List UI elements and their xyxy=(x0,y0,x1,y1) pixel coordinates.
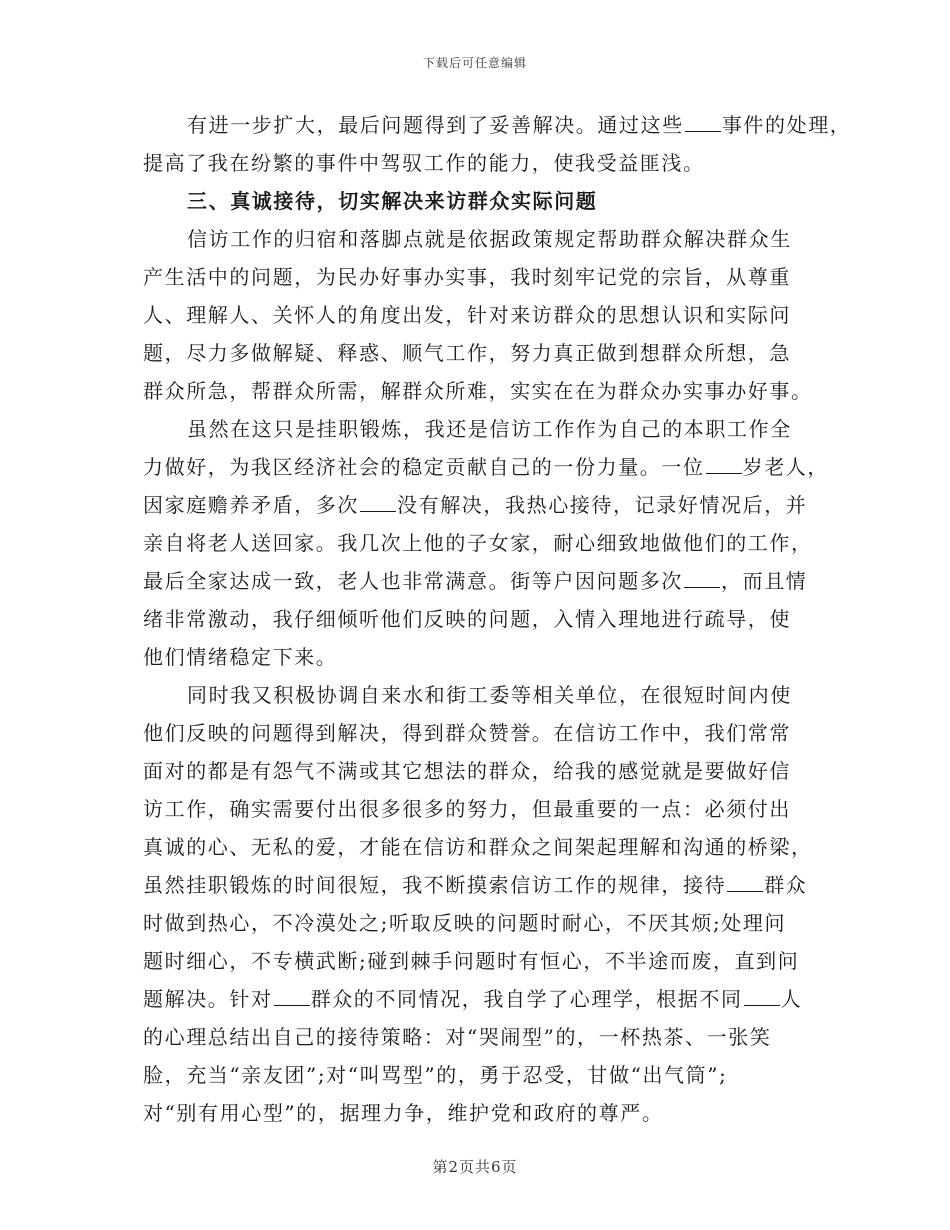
fill-in-blank xyxy=(706,455,742,474)
text-line xyxy=(143,828,813,866)
text-segment: 没有解决，我热心接待，记录好情况后，并 xyxy=(397,493,808,517)
text-line xyxy=(143,1056,808,1094)
text-segment: 三、真诚接待，切实解决来访群众实际问题 xyxy=(187,189,598,213)
text-segment: 他们情绪稳定下来。 xyxy=(143,645,338,669)
text-line xyxy=(143,258,808,296)
fill-in-blank xyxy=(744,987,780,1006)
fill-in-blank xyxy=(360,493,396,512)
text-line xyxy=(143,980,808,1018)
text-segment: 信访工作的归宿和落脚点就是依据政策规定帮助群众解决群众生 xyxy=(187,227,792,251)
text-line xyxy=(143,600,808,638)
text-segment: 提高了我在纷繁的事件中驾驭工作的能力，使我受益匪浅。 xyxy=(143,151,705,175)
text-segment: 的心理总结出自己的接待策略：对“哭闹型”的，一杯热茶、一张笑 xyxy=(143,1025,772,1049)
paragraph xyxy=(143,220,813,410)
text-segment: 人 xyxy=(780,987,803,1011)
text-line xyxy=(143,296,808,334)
text-line xyxy=(143,942,808,980)
text-segment: 访工作，确实需要付出很多很多的努力，但最重要的一点：必须付出 xyxy=(143,797,791,821)
text-line xyxy=(143,144,808,182)
text-segment: 题，尽力多做解疑、释惑、顺气工作，努力真正做到想群众所想，急 xyxy=(143,341,791,365)
text-segment: 力做好，为我区经济社会的稳定贡献自己的一份力量。一位 xyxy=(143,455,705,479)
text-segment: 面对的都是有怨气不满或其它想法的群众，给我的感觉就是要做好信 xyxy=(143,759,791,783)
fill-in-blank xyxy=(274,987,310,1006)
text-segment: 他们反映的问题得到解决，得到群众赞誉。在信访工作中，我们常常 xyxy=(143,721,791,745)
text-line xyxy=(143,1018,808,1056)
paragraph xyxy=(143,410,830,676)
text-line xyxy=(143,486,808,524)
section-heading xyxy=(143,182,808,220)
text-segment: 人、理解人、关怀人的角度出发，针对来访群众的思想认识和实际问 xyxy=(143,303,791,327)
page-footer: 第2页共6页 xyxy=(432,1158,518,1176)
text-segment: 群众的不同情况，我自学了心理学，根据不同 xyxy=(310,987,743,1011)
text-line xyxy=(143,334,808,372)
text-segment: 真诚的心、无私的爱，才能在信访和群众之间架起理解和沟通的桥梁， xyxy=(143,835,813,859)
text-line xyxy=(143,866,808,904)
text-line xyxy=(143,106,852,144)
fill-in-blank xyxy=(685,113,721,132)
text-segment: 群众 xyxy=(764,873,808,897)
text-segment: 岁老人， xyxy=(742,455,830,479)
text-line xyxy=(143,182,808,220)
page-header: 下载后可任意编辑 xyxy=(422,56,527,70)
text-line xyxy=(143,562,808,600)
text-segment: ，而且情 xyxy=(721,569,808,593)
text-segment: 有进一步扩大，最后问题得到了妥善解决。通过这些 xyxy=(187,113,684,137)
text-line xyxy=(143,638,808,676)
paragraph xyxy=(143,106,852,182)
text-line xyxy=(143,524,813,562)
text-segment: 对“别有用心型”的，据理力争，维护党和政府的尊严。 xyxy=(143,1101,664,1125)
text-line xyxy=(143,790,808,828)
text-segment: 题解决。针对 xyxy=(143,987,273,1011)
fill-in-blank xyxy=(727,873,763,892)
text-segment: 产生活中的问题，为民办好事办实事，我时刻牢记党的宗旨，从尊重 xyxy=(143,265,791,289)
text-line xyxy=(143,220,808,258)
text-line xyxy=(143,1094,808,1132)
text-segment: 亲自将老人送回家。我几次上他的子女家，耐心细致地做他们的工作， xyxy=(143,531,813,555)
text-segment: 同时我又积极协调自来水和街工委等相关单位，在很短时间内使 xyxy=(187,683,792,707)
text-segment: 最后全家达成一致，老人也非常满意。街等户因问题多次 xyxy=(143,569,683,593)
paragraph xyxy=(143,676,813,1132)
text-line xyxy=(143,904,808,942)
text-segment: 题时细心，不专横武断;碰到棘手问题时有恒心，不半途而废，直到问 xyxy=(143,949,800,973)
text-segment: 时做到热心，不冷漠处之;听取反映的问题时耐心，不厌其烦;处理问 xyxy=(143,911,787,935)
text-segment: 因家庭赡养矛盾，多次 xyxy=(143,493,359,517)
text-line xyxy=(143,448,830,486)
text-line xyxy=(143,714,808,752)
document-body xyxy=(143,106,852,1132)
text-line xyxy=(143,676,808,714)
text-segment: 脸，充当“亲友团”;对“叫骂型”的，勇于忍受，甘做“出气筒”; xyxy=(143,1063,728,1087)
text-segment: 绪非常激动，我仔细倾听他们反映的问题，入情入理地进行疏导，使 xyxy=(143,607,791,631)
text-segment: 虽然在这只是挂职锻炼，我还是信访工作作为自己的本职工作全 xyxy=(187,417,792,441)
text-segment: 虽然挂职锻炼的时间很短，我不断摸索信访工作的规律，接待 xyxy=(143,873,727,897)
text-line xyxy=(143,410,808,448)
text-segment: 事件的处理， xyxy=(721,113,852,137)
fill-in-blank xyxy=(684,569,720,588)
text-line xyxy=(143,752,808,790)
text-segment: 群众所急，帮群众所需，解群众所难，实实在在为群众办实事办好事。 xyxy=(143,379,813,403)
text-line xyxy=(143,372,813,410)
